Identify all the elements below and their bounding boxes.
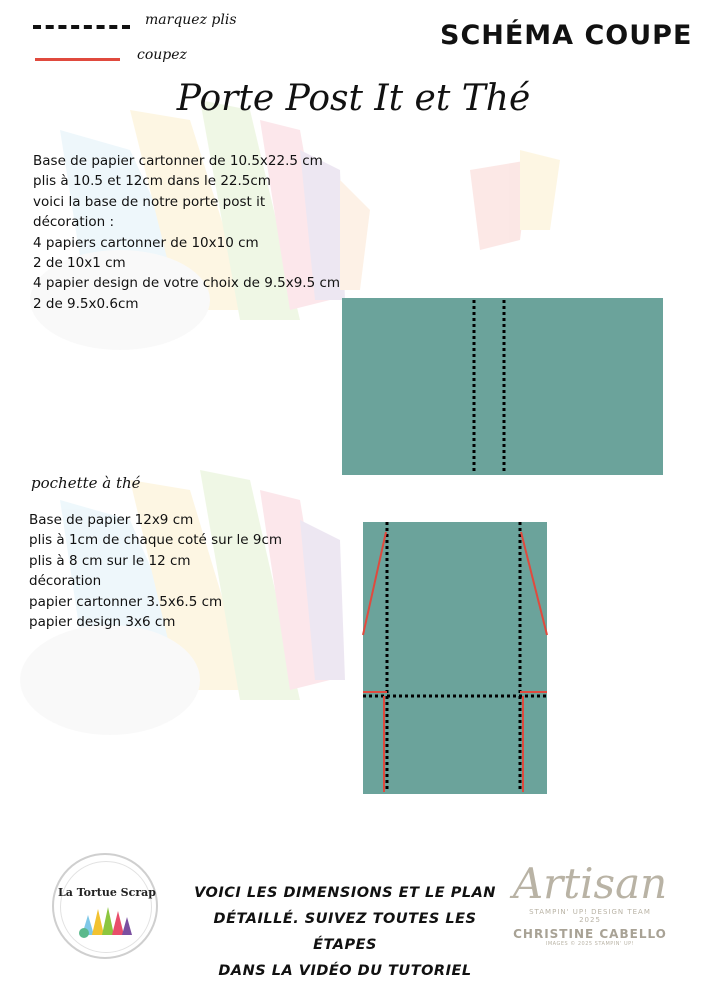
tea-subtitle: pochette à thé <box>31 474 141 492</box>
instruction-line: 4 papier design de votre choix de 9.5x9.5 cm <box>33 275 341 292</box>
instruction-line: décoration <box>29 573 102 590</box>
schema-title: SCHÉMA COUPE <box>440 20 693 51</box>
tea-pouch-diagram <box>360 520 550 795</box>
instruction-line: Base de papier cartonner de 10.5x22.5 cm <box>33 153 323 169</box>
fold-label: marquez plis <box>145 12 237 28</box>
tea-instructions <box>29 510 282 632</box>
footer-line: DANS LA VIDÉO DU TUTORIEL <box>218 963 472 979</box>
instruction-line: plis à 1cm de chaque coté sur le 9cm <box>29 532 283 549</box>
instruction-line: 4 papiers cartonner de 10x10 cm <box>33 234 259 251</box>
instruction-line: papier design 3x6 cm <box>29 614 176 631</box>
instruction-line: décoration : <box>33 214 115 231</box>
logo-text: La Tortue Scrap <box>58 886 156 899</box>
artisan-copyright: IMAGES © 2025 STAMPIN' UP! <box>545 941 635 947</box>
cut-line-legend <box>35 58 120 61</box>
artisan-team: STAMPIN' UP! DESIGN TEAM <box>529 908 651 916</box>
instruction-line: voici la base de notre porte post it <box>33 193 266 210</box>
cut-label: coupez <box>137 47 187 63</box>
instruction-line: 2 de 10x1 cm <box>33 255 126 272</box>
tea-pouch-panel <box>363 522 547 794</box>
page-title: Porte Post It et Thé <box>176 78 531 119</box>
post-it-instructions <box>33 151 340 314</box>
tortue-scrap-logo <box>52 853 158 959</box>
instruction-line: 2 de 9.5x0.6cm <box>33 295 139 312</box>
instruction-line: plis à 10.5 et 12cm dans le 22.5cm <box>33 173 271 190</box>
instruction-line: papier cartonner 3.5x6.5 cm <box>29 593 223 610</box>
instruction-line: Base de papier 12x9 cm <box>29 512 194 528</box>
artisan-word: Artisan <box>512 859 668 908</box>
post-it-diagram <box>342 298 663 475</box>
footer-line: DÉTAILLÉ. SUIVEZ TOUTES LES ÉTAPES <box>213 911 477 953</box>
artisan-logo <box>505 859 675 947</box>
footer-message <box>180 880 510 984</box>
turtle-icon <box>74 903 140 939</box>
fold-line-legend <box>33 25 130 29</box>
footer-line: VOICI LES DIMENSIONS ET LE PLAN <box>194 885 496 901</box>
instruction-line: plis à 8 cm sur le 12 cm <box>29 552 191 569</box>
designer-name: CHRISTINE CABELLO <box>513 927 667 941</box>
artisan-year: 2025 <box>579 916 601 924</box>
